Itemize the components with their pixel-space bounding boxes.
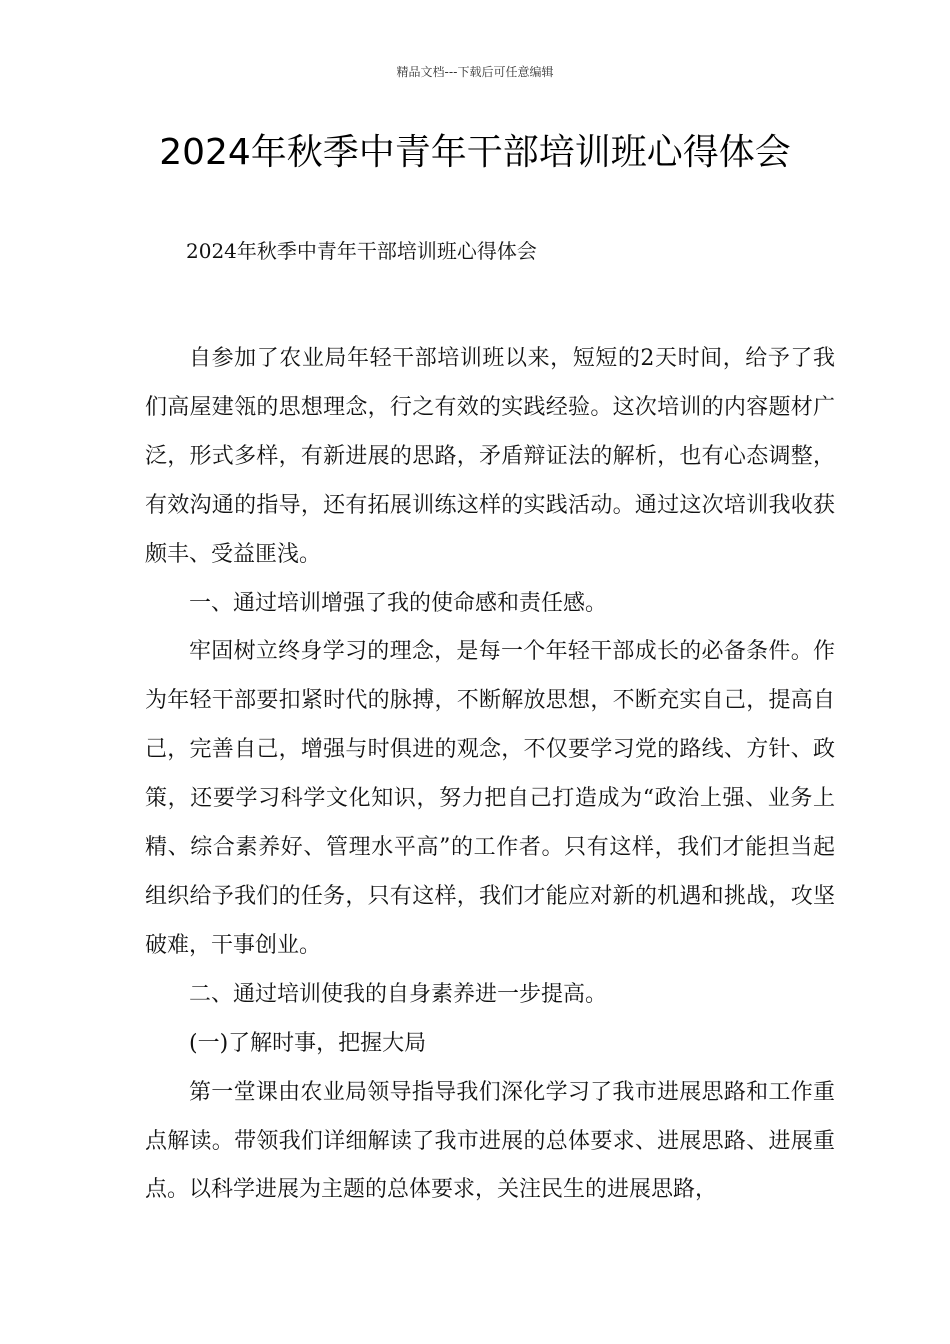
header-note: 精品文档---下载后可任意编辑	[396, 65, 554, 79]
paragraph-first-lesson: 第一堂课由农业局领导指导我们深化学习了我市进展思路和工作重点解读。带领我们详细解读了我市进展的总体要求、进展思路、进展重点。以科学进展为主题的总体要求，关注民生的进展思路，	[145, 1079, 835, 1203]
document-subtitle: 2024年秋季中青年干部培训班心得体会	[186, 239, 537, 263]
section-heading-2: 二、通过培训使我的自身素养进一步提高。	[189, 981, 608, 1007]
subsection-heading-1: (一)了解时事，把握大局	[189, 1030, 427, 1056]
paragraph-learning: 牢固树立终身学习的理念，是每一个年轻干部成长的必备条件。作为年轻干部要扣紧时代的脉搏，不断解放思想，不断充实自己，提高自己，完善自己，增强与时俱进的观念，不仅要学习党的路线、方针、政策，还要学习科学文化知识，努力把自己打造成为“政治上强、业务上精、综合素养好、管理水平高”的工作者。只有这样，我们才能担当起组织给予我们的任务，只有这样，我们才能应对新的机遇和挑战，攻坚破难，干事创业。	[145, 639, 835, 958]
document-title: 2024年秋季中青年干部培训班心得体会	[159, 132, 791, 173]
paragraph-intro: 自参加了农业局年轻干部培训班以来，短短的2天时间，给予了我们高屋建瓴的思想理念，行之有效的实践经验。这次培训的内容题材广泛，形式多样，有新进展的思路，矛盾辩证法的解析，也有心态调整，有效沟通的指导，还有拓展训练这样的实践活动。通过这次培训我收获颇丰、受益匪浅。	[145, 346, 835, 567]
body-text	[145, 335, 835, 1215]
section-heading-1: 一、通过培训增强了我的使命感和责任感。	[189, 590, 608, 616]
